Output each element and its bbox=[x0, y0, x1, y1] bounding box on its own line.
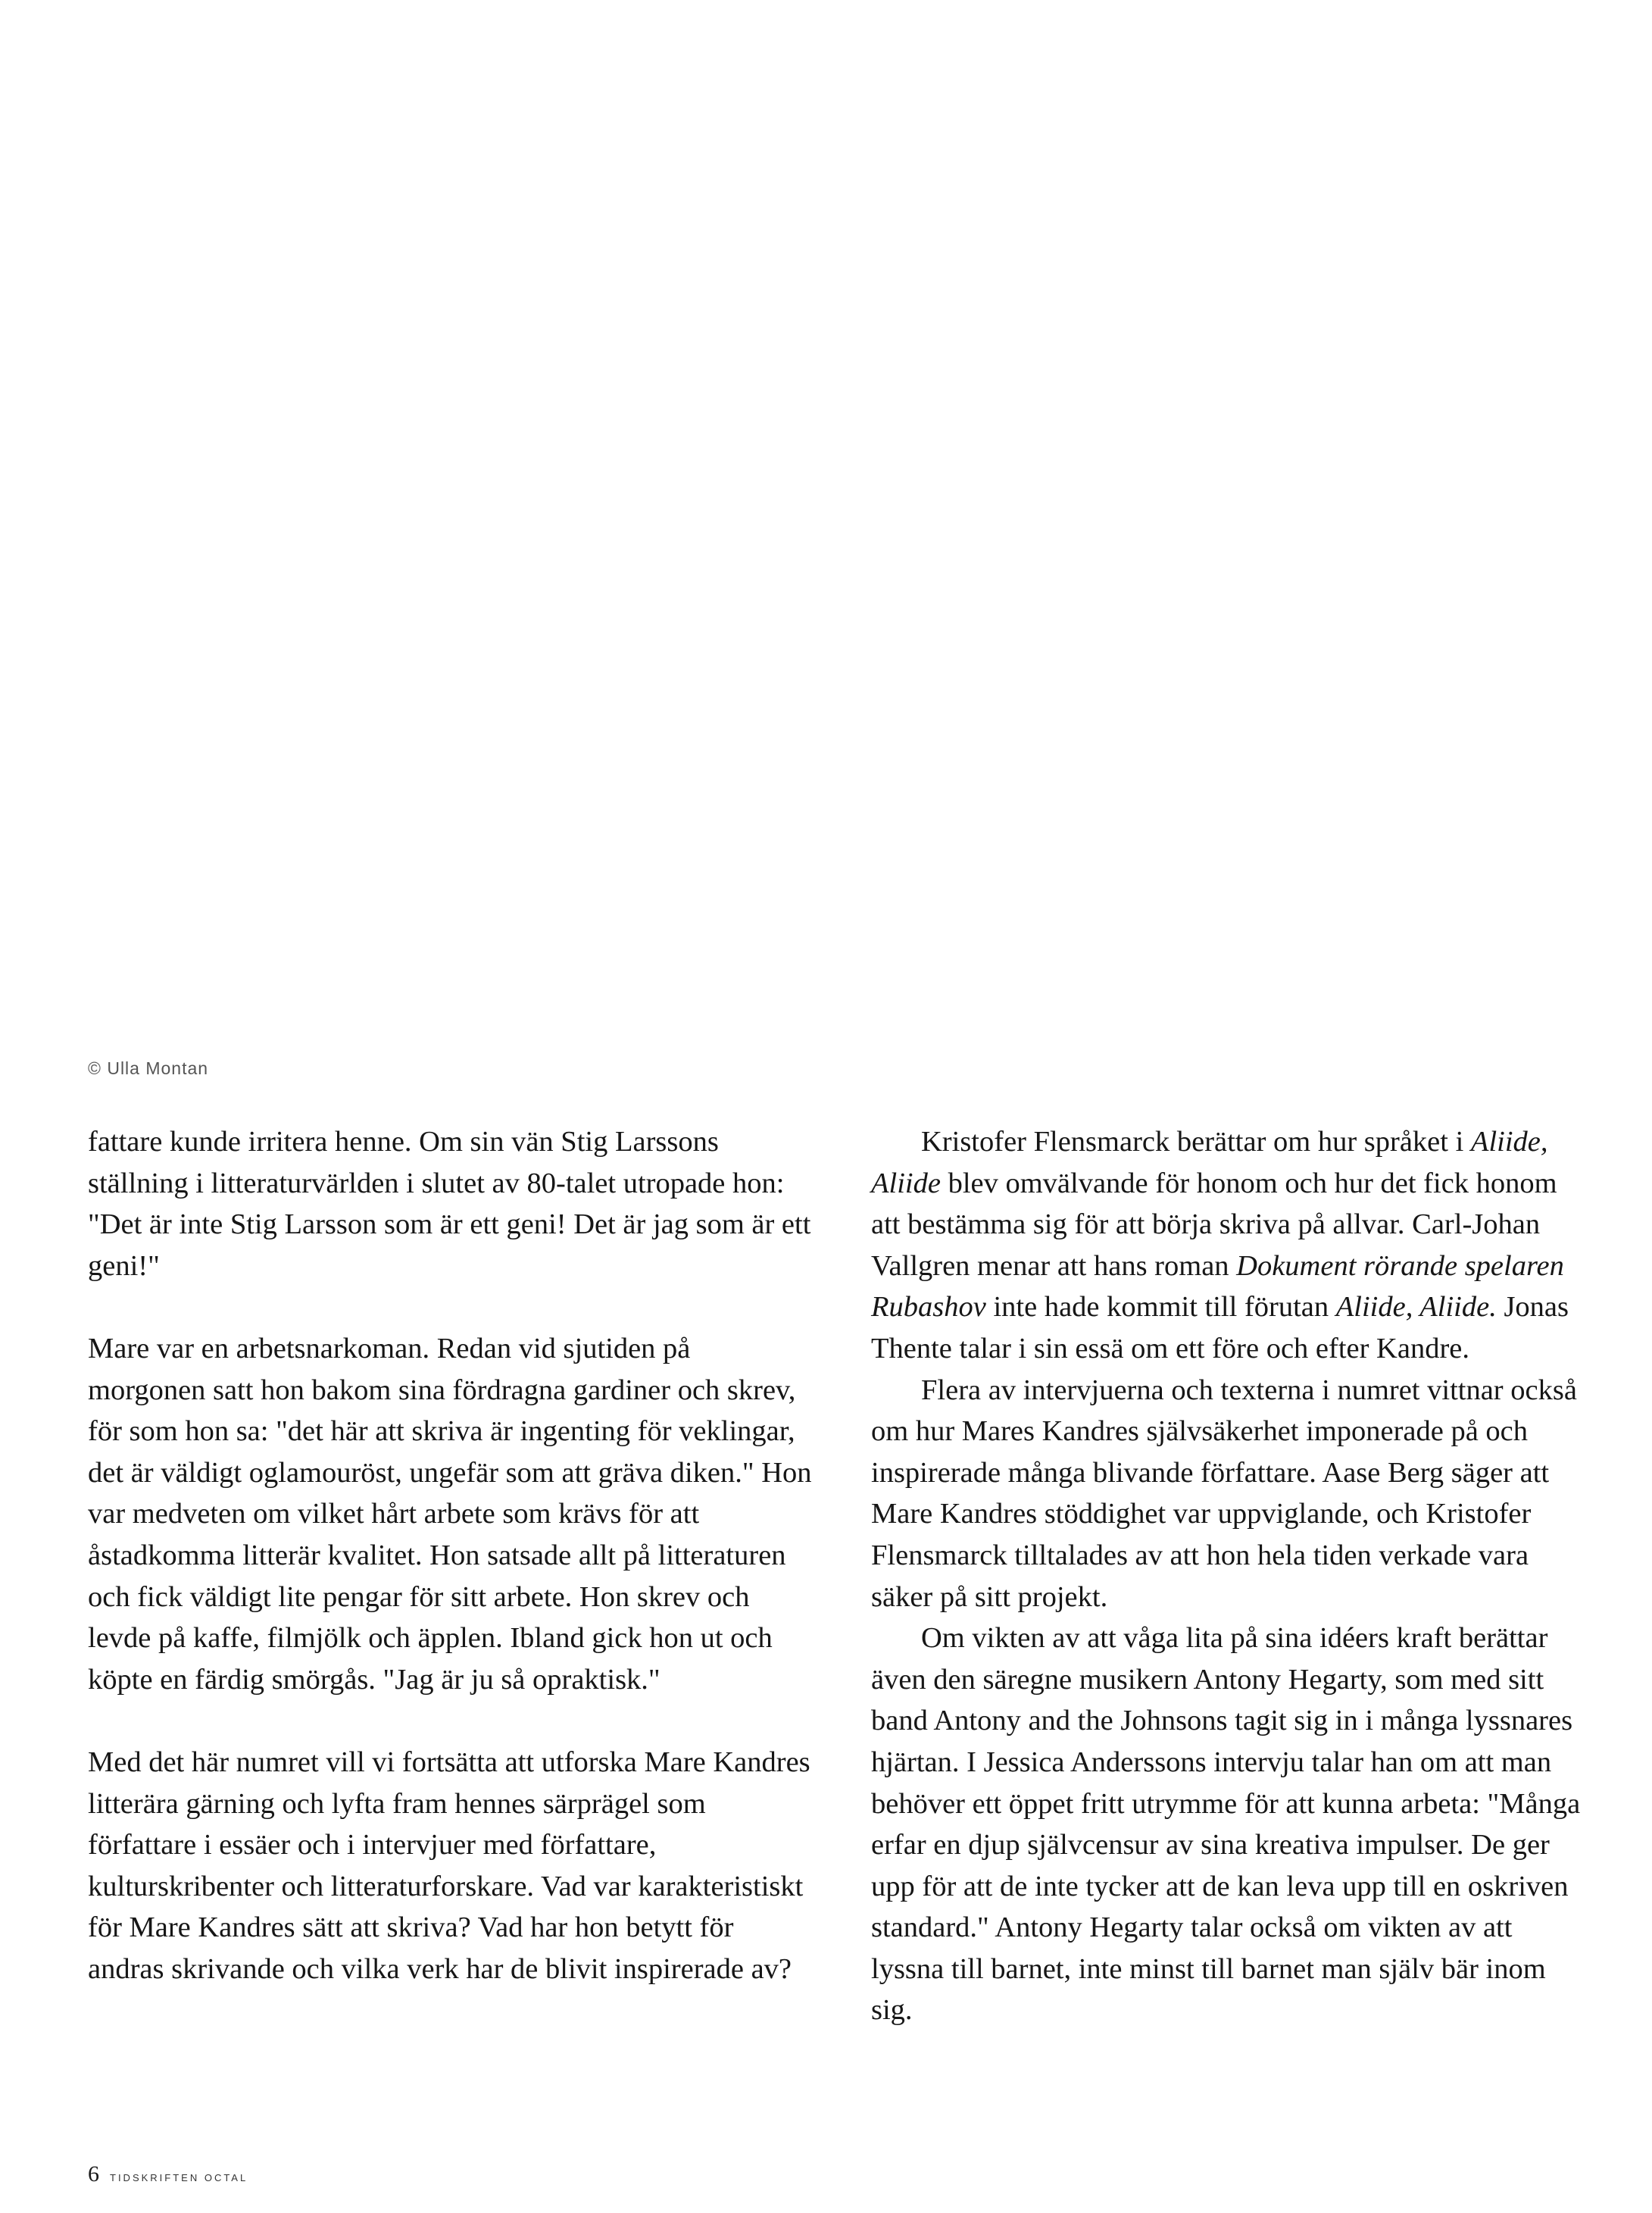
book-title: Aliide, Aliide. bbox=[1335, 1291, 1497, 1324]
right-column bbox=[871, 1121, 1591, 2031]
text-run: Jonas Thente talar i sin essä om ett före och efter Kandre. bbox=[871, 1291, 1569, 1364]
text-run: Kristofer Flensmarck berättar om hur språket i bbox=[921, 1126, 1471, 1158]
running-head: TIDSKRIFTEN OCTAL bbox=[110, 2172, 248, 2183]
paragraph: Flera av intervjuerna och texterna i numret vittnar också om hur Mares Kandres självsäkerhet imponerade på och inspirerade många blivande författare. Aase Berg säger att Mare Kandres stöddighet var uppviglande, och Kristofer Flensmarck tilltalades av att hon hela tiden verkade vara säker på sitt projekt. bbox=[871, 1374, 1577, 1613]
paragraph: Mare var en arbetsnarkoman. Redan vid sjutiden på morgonen satt hon bakom sina fördragna gardiner och skrev, för som hon sa: "det här att skriva är ingenting för veklingar, det är väldigt oglamouröst, ungefär som att gräva diken." Hon var medveten om vilket hårt arbete som krävs för att åstadkomma litterär kvalitet. Hon satsade allt på litteraturen och fick väldigt lite pengar för sitt arbete. Hon skrev och levde på kaffe, filmjölk och äpplen. Ibland gick hon ut och köpte en färdig smörgås. "Jag är ju så opraktisk." bbox=[88, 1332, 812, 1696]
book-title: Aliide, Aliide bbox=[871, 1126, 1548, 1199]
photo-area bbox=[0, 0, 1652, 1038]
paragraph: Om vikten av att våga lita på sina idéers kraft berättar även den säregne musikern Antony Hegarty, som med sitt band Antony and the Johnsons tagit sig in i många lyssnares hjärtan. I Jessica Anderssons intervju talar han om att man behöver ett öppet fritt utrymme för att kunna arbeta: "Många erfar en djup självcensur av sina kreativa impulser. De ger upp för att de inte tycker att de kan leva upp till en oskriven standard." Antony Hegarty talar också om vikten av att lyssna till barnet, inte minst till barnet man själv bär inom sig. bbox=[871, 1622, 1581, 2027]
paragraph: fattare kunde irritera henne. Om sin vän Stig Larssons ställning i litteraturvärlden i slutet av 80-talet utropade hon: "Det är inte Stig Larsson som är ett geni! Det är jag som är ett geni!" bbox=[88, 1126, 811, 1282]
photo-credit: © Ulla Montan bbox=[88, 1058, 209, 1078]
text-run: blev omvälvande för honom och hur det fick honom att bestämma sig för att börja skriva på allvar. Carl-Johan Vallgren menar att hans roman bbox=[871, 1167, 1557, 1282]
book-title: Dokument rörande spelaren Rubashov bbox=[871, 1249, 1564, 1324]
text-run: inte hade kommit till förutan bbox=[985, 1291, 1336, 1324]
paragraph: Med det här numret vill vi fortsätta att utforska Mare Kandres litterära gärning och lyfta fram hennes särprägel som författare i essäer och i intervjuer med författare, kulturskribenter och litteraturforskare. Vad var karakteristiskt för Mare Kandres sätt att skriva? Vad har hon betytt för andras skrivande och vilka verk har de blivit inspirerade av? bbox=[88, 1746, 810, 1985]
page-footer bbox=[88, 2161, 248, 2187]
page-number: 6 bbox=[88, 2161, 99, 2186]
paragraph bbox=[871, 1121, 1591, 1370]
left-column bbox=[88, 1121, 815, 1990]
